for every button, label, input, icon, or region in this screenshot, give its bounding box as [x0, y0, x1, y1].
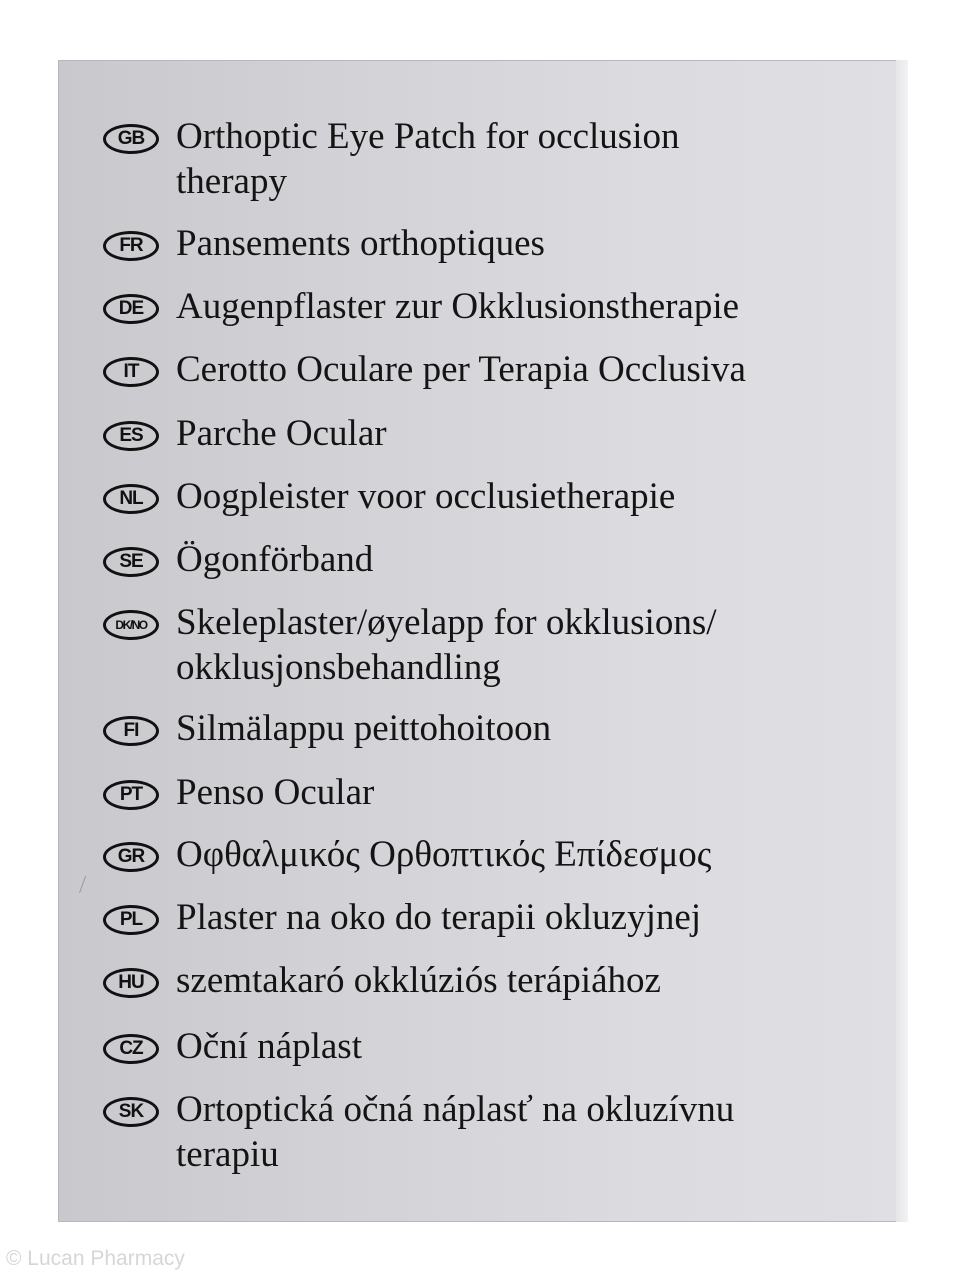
country-badge-gr: GR — [103, 842, 159, 872]
entry-text-sk: Ortoptická očná náplasť na okluzívnu terapiu — [176, 1089, 735, 1175]
entry-text-fr: Pansements orthoptiques — [176, 223, 545, 264]
country-badge-fr: FR — [103, 231, 159, 261]
entry-text-pt: Penso Ocular — [176, 772, 375, 813]
country-badge-se: SE — [103, 547, 159, 577]
country-badge-fi: FI — [103, 716, 159, 746]
country-badge-cz: CZ — [103, 1034, 159, 1064]
watermark-text: © Lucan Pharmacy — [6, 1247, 185, 1270]
entry-text-it: Cerotto Oculare per Terapia Occlusiva — [176, 349, 746, 390]
country-badge-pt: PT — [103, 780, 159, 810]
country-badge-nl: NL — [103, 484, 159, 514]
entry-text-hu: szemtakaró okklúziós terápiához — [176, 960, 661, 1001]
country-badge-es: ES — [103, 421, 159, 451]
entry-text-fi: Silmälappu peittohoitoon — [176, 708, 552, 749]
country-badge-sk: SK — [103, 1097, 159, 1127]
entry-text-se: Ögonförband — [176, 539, 374, 580]
entry-text-pl: Plaster na oko do terapii okluzyjnej — [176, 897, 702, 938]
entry-text-gb: Orthoptic Eye Patch for occlusion therapy — [176, 116, 680, 202]
country-badge-dk-no: DK/NO — [103, 610, 159, 640]
entry-text-nl: Oogpleister voor occlusietherapie — [176, 476, 676, 517]
language-list — [100, 0, 900, 1280]
country-badge-gb: GB — [103, 124, 159, 154]
country-badge-de: DE — [103, 294, 159, 324]
country-badge-pl: PL — [103, 905, 159, 935]
country-badge-it: IT — [103, 357, 159, 387]
entry-text-cz: Oční náplast — [176, 1026, 362, 1067]
entry-text-dk-no: Skeleplaster/øyelapp for okklusions/ okklusjonsbehandling — [176, 602, 717, 688]
entry-text-de: Augenpflaster zur Okklusionstherapie — [176, 286, 740, 327]
entry-text-es: Parche Ocular — [176, 413, 387, 454]
entry-text-gr: Οφθαλμικός Ορθοπτικός Επίδεσμος — [176, 834, 712, 875]
country-badge-hu: HU — [103, 968, 159, 998]
